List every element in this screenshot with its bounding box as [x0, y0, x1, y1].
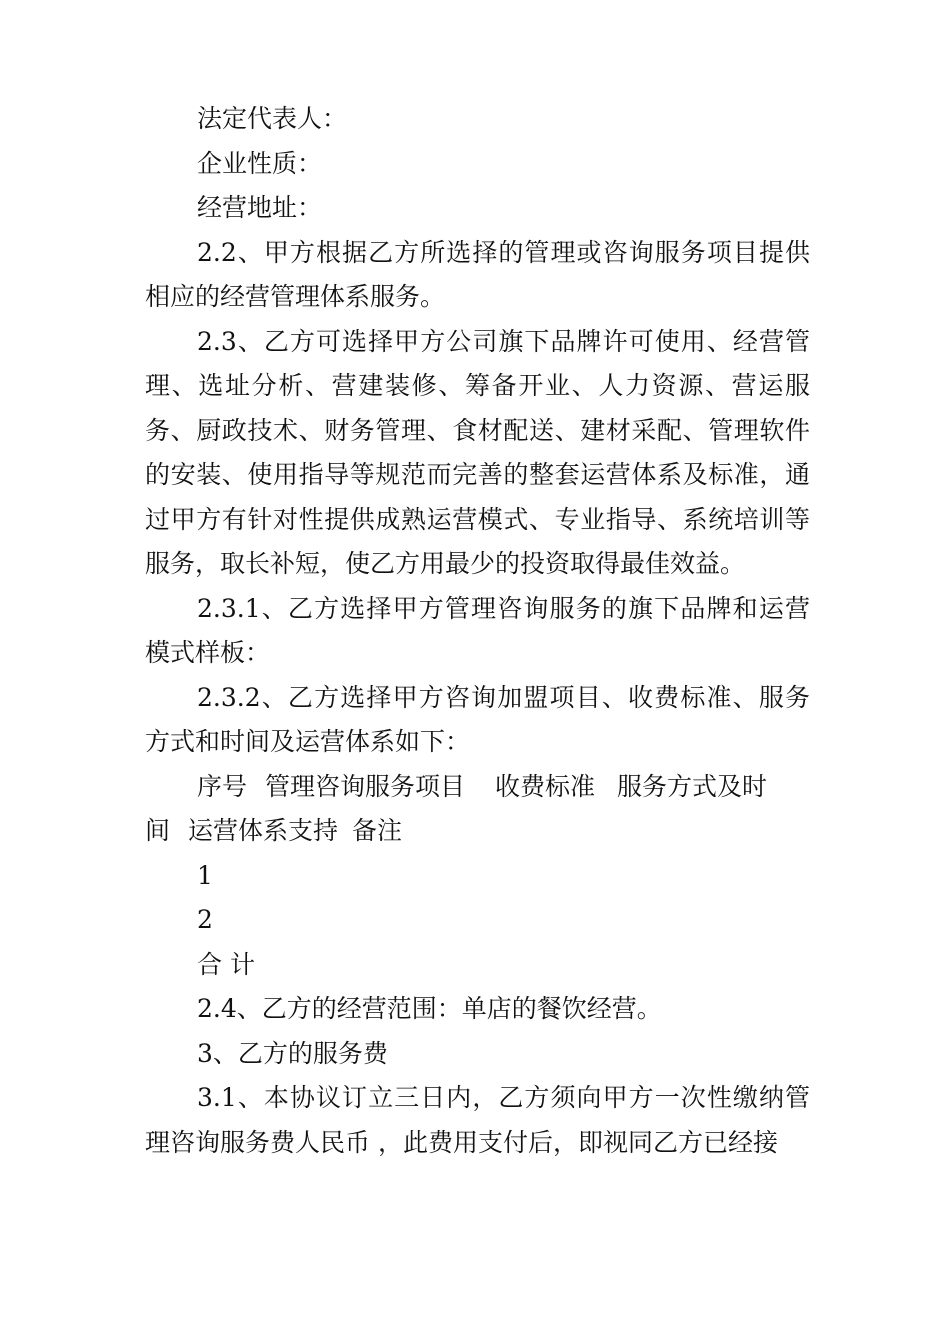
header-service-method: 服务方式及时间 — [145, 771, 768, 845]
clause-2-3-2: 2.3.2、乙方选择甲方咨询加盟项目、收费标准、服务方式和时间及运营体系如下： — [145, 682, 810, 756]
header-service-item: 管理咨询服务项目 — [265, 771, 466, 801]
table-row-2: 2 — [197, 905, 213, 934]
enterprise-nature-line: 企业性质： — [197, 148, 323, 178]
clause-2-2: 2.2、甲方根据乙方所选择的管理或咨询服务项目提供相应的经营管理体系服务。 — [145, 237, 810, 311]
legal-representative-line: 法定代表人： — [197, 104, 348, 133]
clause-2-3-1: 2.3.1、乙方选择甲方管理咨询服务的旗下品牌和运营模式样板： — [145, 593, 810, 667]
header-serial-number: 序号 — [197, 771, 248, 801]
clause-3-1: 3.1、本协议订立三日内，乙方须向甲方一次性缴纳管理咨询服务费人民币 ，此费用支付后，即视同乙方已经接 — [145, 1083, 810, 1157]
section-3-heading: 3、乙方的服务费 — [197, 1038, 388, 1068]
business-address-line: 经营地址： — [197, 193, 323, 222]
clause-2-4: 2.4、乙方的经营范围：单店的餐饮经营。 — [197, 994, 662, 1023]
table-row-1: 1 — [197, 860, 213, 890]
header-remarks: 备注 — [352, 816, 403, 845]
table-total-row: 合 计 — [197, 949, 255, 979]
document-body — [145, 97, 810, 1165]
service-table-header — [145, 765, 810, 854]
header-fee-standard: 收费标准 — [495, 771, 596, 801]
clause-2-3: 2.3、乙方可选择甲方公司旗下品牌许可使用、经营管理、选址分析、营建装修、筹备开业、人力资源、营运服务、厨政技术、财务管理、食材配送、建材采配、管理软件的安装、使用指导等规范而完善的整套运营体系及标准，通过甲方有针对性提供成熟运营模式、专业指导、系统培训等服务，取长补短，使乙方用最少的投资取得最佳效益。 — [145, 326, 810, 578]
header-operation-support: 运营体系支持 — [188, 816, 339, 845]
